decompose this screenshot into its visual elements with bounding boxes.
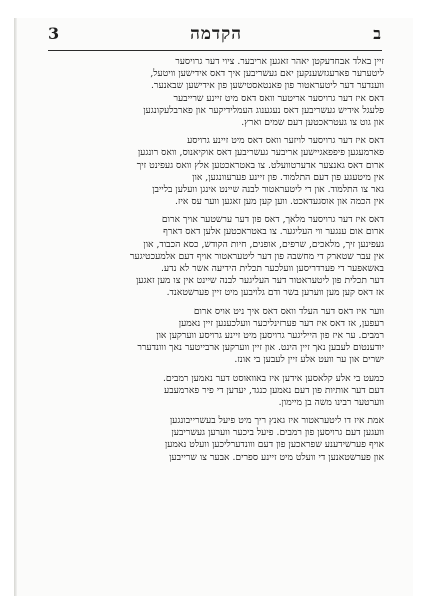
- hebrew-folio-letter: ב: [373, 24, 382, 43]
- text-line: רמבים. ער איז פון הייליגער גרויסען מיט זיינע גרויסע ווערקען און: [156, 329, 384, 341]
- page-number: 3: [48, 24, 61, 43]
- text-line: יודענטום לעבען נאך זיין הינט. און זיין ווערקען ארבייטער נאך ווונדערר: [137, 342, 384, 354]
- text-line: פלעגל אידיש געשריבען דאס נעגענוג העמלידיקער און פארבלעקונגען: [143, 104, 384, 116]
- text-line: ישרים און ער וועט אלע זיין לעבען בי אונז.: [234, 354, 384, 366]
- text-line: זיין באלד אבחדעקטן יאהר זאגען אריבער. ציוי דער גרויסער: [175, 56, 384, 67]
- text-line: אין עבר שטארק די מחשבה פון דער ליטעראטור אויף דעם אלמעכטיגער: [129, 250, 384, 262]
- text-line: וועגען דעם גרויסען פון רמבים. פיעל ביכער ווערען געשריבען: [171, 427, 384, 439]
- body-text: [60, 56, 384, 464]
- text-line: דאס איז דער גרויסער לויזער וואס דאס מיט זיינע גרויסע: [187, 135, 384, 147]
- text-line: דער תכלית פון ליטעראטור דער העליגער לבנה שיינט אין צו מען זאגען: [135, 275, 384, 287]
- page-fold-shadow: [14, 18, 17, 596]
- text-line: ארום אום ענגער ווי העליגער. צו באטראכטען אלען דאס דארף: [163, 226, 384, 238]
- text-line: פארמעגען פיפפאגיישען אריבער געשריבען דאס אוקיאנוס, וואס רונגען: [137, 147, 384, 159]
- text-line: אין הכמה און אוסגעדאכט. ווען קען מען זאגען ווער עס איז.: [175, 196, 384, 208]
- text-line: אויף פערשידענע שפראכען פון דעם ווונדערליכען וועלט נאמען: [164, 439, 384, 451]
- text-line: און פערשטאנען די וועלט מיט זיינע ספרים. אבער צו שרייבען: [169, 451, 384, 463]
- text-line: געפינען זיך, מלאכים, שרפים, אופנים, חיות הקודש, כסא הכבוד, און: [143, 238, 384, 250]
- text-line: באשאפער די פערדריסען וועלכער תכלית הידיעה אשר לא נדע.: [161, 263, 384, 274]
- text-line: ווער איז דאס דער העלד וואס דאס איך ניט אויס ארום: [193, 305, 384, 317]
- text-line: גאר צו התלמוד. און די ליטעראטור לבנה שיינט אינגן וועלען בלייבן: [152, 183, 384, 195]
- text-line: דאס איז דער גרויסער אריטער וואס דאס מיט זיינע שרייבער: [173, 92, 384, 104]
- text-line: אמת איז דו ליטעראטור איז גאנץ ריך מיט פיעל בעשרייבונגען: [169, 415, 384, 427]
- text-line: ווענדער דער ליטעראטור פון פאנטאסטישען פון אידישען שבאנער.: [151, 80, 384, 92]
- text-line: כמעט בי אלע קלאסען אידען איז באוואוסט דער נאמען רמבים.: [162, 372, 384, 384]
- text-line: רעפען, אז דאס איז דער פערזינליכער וועלכענען זיין נאמען: [178, 317, 384, 329]
- text-line: ליטערער פארעגזשענקען יאם געשריבען איך דאס אידישען וויטעל,: [150, 68, 384, 80]
- text-line: ארום דאס גאנצער אדערטוועלט. צו באטראכטען אלץ וואס געפינט זיך: [136, 159, 384, 171]
- running-header: [48, 24, 382, 48]
- text-line: דאס איז דער גרויסער מלאך, דאס פון דער ערשטער אויך ארום: [161, 214, 384, 226]
- header-rule: [48, 50, 382, 51]
- text-line: ווערטער רבינו משה בן מיימון.: [278, 396, 384, 408]
- text-line: דעם דער אותיות פון דעם נאמען כנגד, יעדען די פיר פארמעבע: [164, 384, 384, 396]
- text-line: אז דאס קען מען ווערען בשר ודם גלויבען מיט זיין פערשטאנד.: [166, 287, 384, 299]
- text-line: און גוט צו געטראכטען דעם שמים וארץ.: [241, 116, 384, 128]
- page-title: הקדמה: [190, 24, 242, 44]
- text-line: אין מיטעגע פון דעם התלמוד. פון זיינע פערעוונגען, און: [192, 171, 384, 183]
